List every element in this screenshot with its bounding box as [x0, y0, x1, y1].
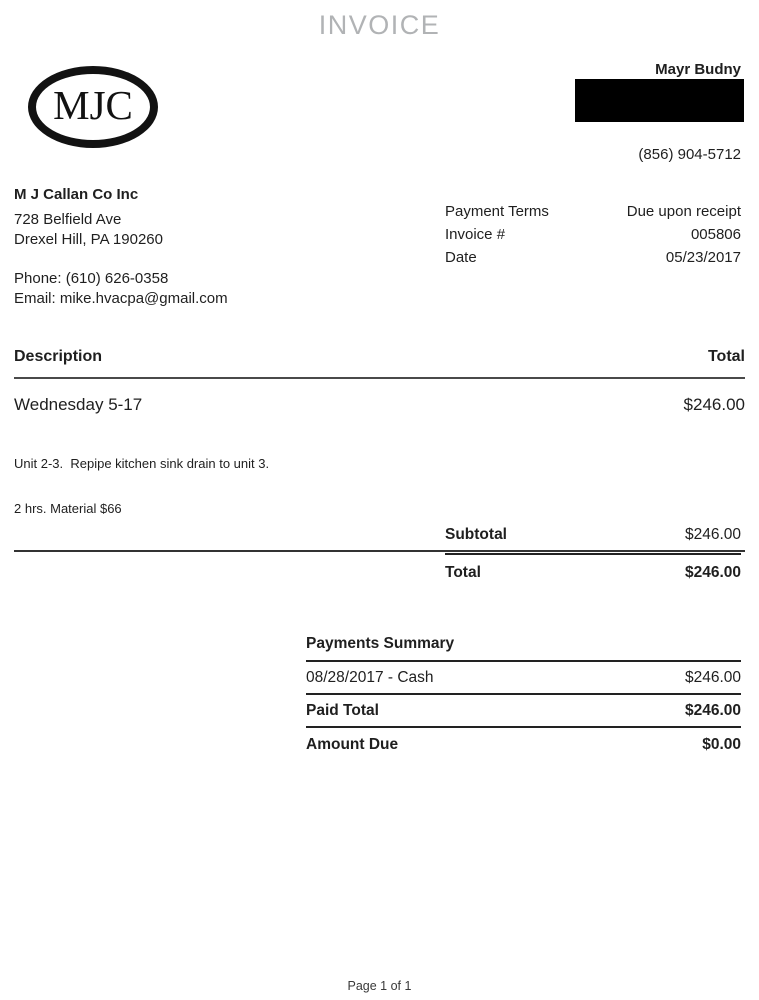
invoice-meta — [445, 200, 741, 269]
redacted-address-block — [575, 79, 744, 122]
payment-terms-value: Due upon receipt — [626, 203, 741, 220]
amount-due-label: Amount Due — [306, 736, 399, 753]
item-detail-line1: Unit 2-3. Repipe kitchen sink drain to unit 3. — [14, 456, 270, 471]
payments-summary-section — [306, 635, 741, 760]
subtotal-value: $246.00 — [684, 526, 741, 543]
line-items-header — [14, 348, 745, 379]
company-logo-text: MJC — [53, 82, 133, 128]
meta-row-payment-terms — [445, 200, 741, 223]
invoice-date-value: 05/23/2017 — [665, 249, 741, 266]
invoice-number-label: Invoice # — [445, 226, 506, 243]
company-info — [14, 185, 228, 309]
billto-phone: (856) 904-5712 — [638, 146, 741, 163]
amount-due-row — [306, 728, 741, 760]
paid-total-label: Paid Total — [306, 702, 379, 719]
total-label: Total — [445, 564, 481, 581]
payment-entry-label: 08/28/2017 - Cash — [306, 669, 434, 686]
total-row — [445, 555, 741, 582]
item-detail-line2: 2 hrs. Material $66 — [14, 501, 122, 516]
payment-entry-amount: $246.00 — [684, 669, 741, 686]
payment-row — [306, 662, 741, 695]
company-phone: Phone: (610) 626-0358 — [14, 270, 169, 287]
billto-name: Mayr Budny — [655, 61, 741, 78]
total-value: $246.00 — [684, 564, 741, 581]
line-items-table — [14, 348, 745, 552]
invoice-date-label: Date — [445, 249, 477, 266]
company-email: Email: mike.hvacpa@gmail.com — [14, 290, 228, 307]
subtotal-label: Subtotal — [445, 526, 507, 543]
company-logo — [28, 66, 158, 148]
payments-summary-heading: Payments Summary — [306, 635, 741, 662]
invoice-number-value: 005806 — [690, 226, 741, 243]
company-address-line2: Drexel Hill, PA 190260 — [14, 231, 163, 248]
description-column-header: Description — [14, 348, 103, 365]
meta-row-invoice-number — [445, 223, 741, 246]
item-total: $246.00 — [683, 395, 745, 414]
amount-due-value: $0.00 — [702, 736, 741, 753]
page-number: Page 1 of 1 — [347, 979, 412, 993]
paid-total-value: $246.00 — [684, 702, 741, 719]
table-row — [14, 395, 745, 415]
paid-total-row — [306, 695, 741, 728]
total-column-header: Total — [707, 348, 745, 365]
company-address-line1: 728 Belfield Ave — [14, 211, 122, 228]
totals-section — [445, 526, 741, 582]
company-name: M J Callan Co Inc — [14, 186, 139, 203]
page-title: INVOICE — [318, 10, 441, 40]
item-description: Wednesday 5-17 — [14, 395, 143, 414]
payment-terms-label: Payment Terms — [445, 203, 549, 220]
subtotal-row — [445, 526, 741, 555]
meta-row-date — [445, 246, 741, 269]
